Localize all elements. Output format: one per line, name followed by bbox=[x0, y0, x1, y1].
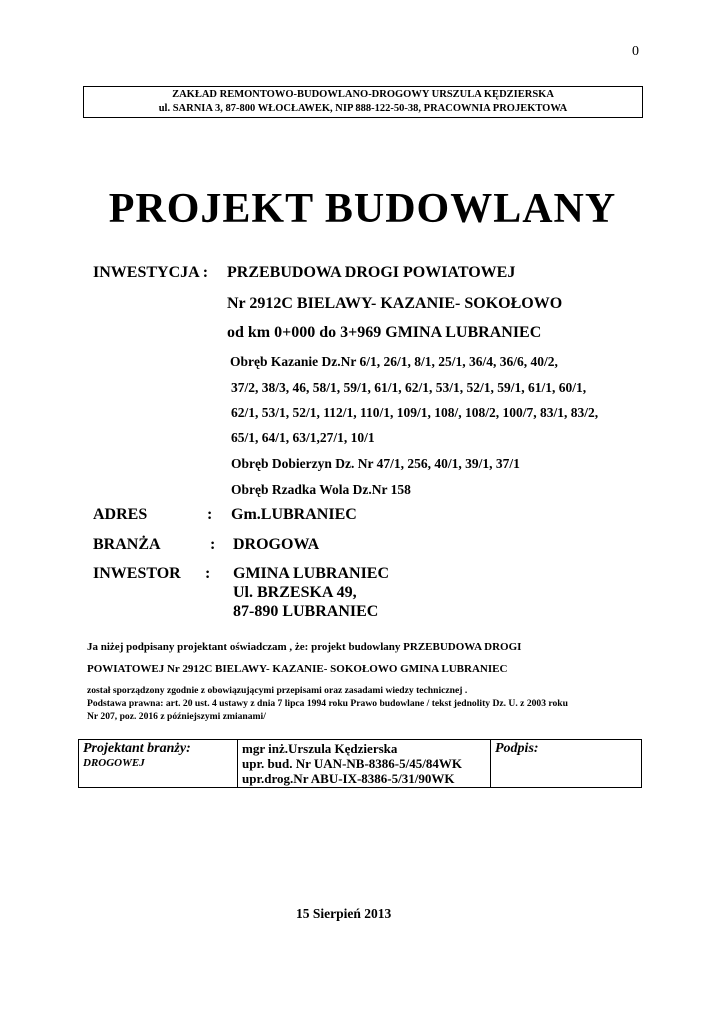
plot-line-6: Obręb Rzadka Wola Dz.Nr 158 bbox=[231, 482, 411, 497]
investment-label: INWESTYCJA : bbox=[93, 264, 209, 281]
branch-value: DROGOWA bbox=[233, 536, 320, 553]
signature-cell bbox=[491, 740, 642, 788]
investor-line-1: GMINA LUBRANIEC bbox=[233, 565, 390, 582]
document-date: 15 Sierpień 2013 bbox=[296, 906, 392, 921]
investment-line-2: Nr 2912C BIELAWY- KAZANIE- SOKOŁOWO bbox=[227, 295, 563, 312]
branch-colon: : bbox=[210, 536, 216, 553]
address-label: ADRES bbox=[93, 506, 148, 523]
investor-colon: : bbox=[205, 565, 211, 582]
plot-line-4: 65/1, 64/1, 63/1,27/1, 10/1 bbox=[231, 430, 375, 445]
declaration-line-5: Nr 207, poz. 2016 z późniejszymi zmianami/ bbox=[87, 711, 266, 722]
declaration-line-2: POWIATOWEJ Nr 2912C BIELAWY- KAZANIE- SOKOŁOWO GMINA LUBRANIEC bbox=[87, 663, 508, 675]
designer-cell bbox=[238, 740, 491, 788]
role-cell bbox=[79, 740, 238, 788]
role-branch: DROGOWEJ bbox=[83, 757, 145, 769]
plot-line-1: Obręb Kazanie Dz.Nr 6/1, 26/1, 8/1, 25/1, 36/4, 36/6, 40/2, bbox=[230, 354, 558, 369]
investment-line-3: od km 0+000 do 3+969 GMINA LUBRANIEC bbox=[227, 324, 542, 341]
investor-label: INWESTOR bbox=[93, 565, 181, 582]
plot-line-5: Obręb Dobierzyn Dz. Nr 47/1, 256, 40/1, 39/1, 37/1 bbox=[231, 456, 520, 471]
investor-line-3: 87-890 LUBRANIEC bbox=[233, 603, 379, 620]
company-header-line1: ZAKŁAD REMONTOWO-BUDOWLANO-DROGOWY URSZULA KĘDZIERSKA bbox=[172, 89, 554, 100]
role-title: Projektant branży: bbox=[83, 741, 191, 756]
designer-license-road: upr.drog.Nr ABU-IX-8386-5/31/90WK bbox=[242, 771, 455, 786]
designer-name: mgr inż.Urszula Kędzierska bbox=[242, 741, 398, 756]
investor-line-2: Ul. BRZESKA 49, bbox=[233, 584, 357, 601]
investment-line-1: PRZEBUDOWA DROGI POWIATOWEJ bbox=[227, 264, 516, 281]
declaration-line-4: Podstawa prawna: art. 20 ust. 4 ustawy z dnia 7 lipca 1994 roku Prawo budowlane / tekst jednolity Dz. U. z 2003 roku bbox=[87, 698, 568, 709]
designer-license-build: upr. bud. Nr UAN-NB-8386-5/45/84WK bbox=[242, 756, 462, 771]
signature-table bbox=[78, 739, 642, 788]
declaration-line-1: Ja niżej podpisany projektant oświadczam , że: projekt budowlany PRZEBUDOWA DROGI bbox=[87, 641, 522, 653]
address-colon: : bbox=[207, 506, 213, 523]
signature-label: Podpis: bbox=[495, 741, 539, 756]
document-title: PROJEKT BUDOWLANY bbox=[108, 186, 617, 232]
address-value: Gm.LUBRANIEC bbox=[231, 506, 357, 523]
company-header bbox=[83, 86, 643, 118]
page-number: 0 bbox=[632, 44, 639, 59]
company-header-line2: ul. SARNIA 3, 87-800 WŁOCŁAWEK, NIP 888-122-50-38, PRACOWNIA PROJEKTOWA bbox=[158, 103, 568, 114]
plot-line-3: 62/1, 53/1, 52/1, 112/1, 110/1, 109/1, 108/, 108/2, 100/7, 83/1, 83/2, bbox=[231, 405, 599, 420]
declaration-line-3: został sporządzony zgodnie z obowiązującymi przepisami oraz zasadami wiedzy technicznej . bbox=[87, 685, 468, 696]
plot-line-2: 37/2, 38/3, 46, 58/1, 59/1, 61/1, 62/1, 53/1, 52/1, 59/1, 61/1, 60/1, bbox=[231, 380, 587, 395]
branch-label: BRANŻA bbox=[93, 536, 161, 553]
